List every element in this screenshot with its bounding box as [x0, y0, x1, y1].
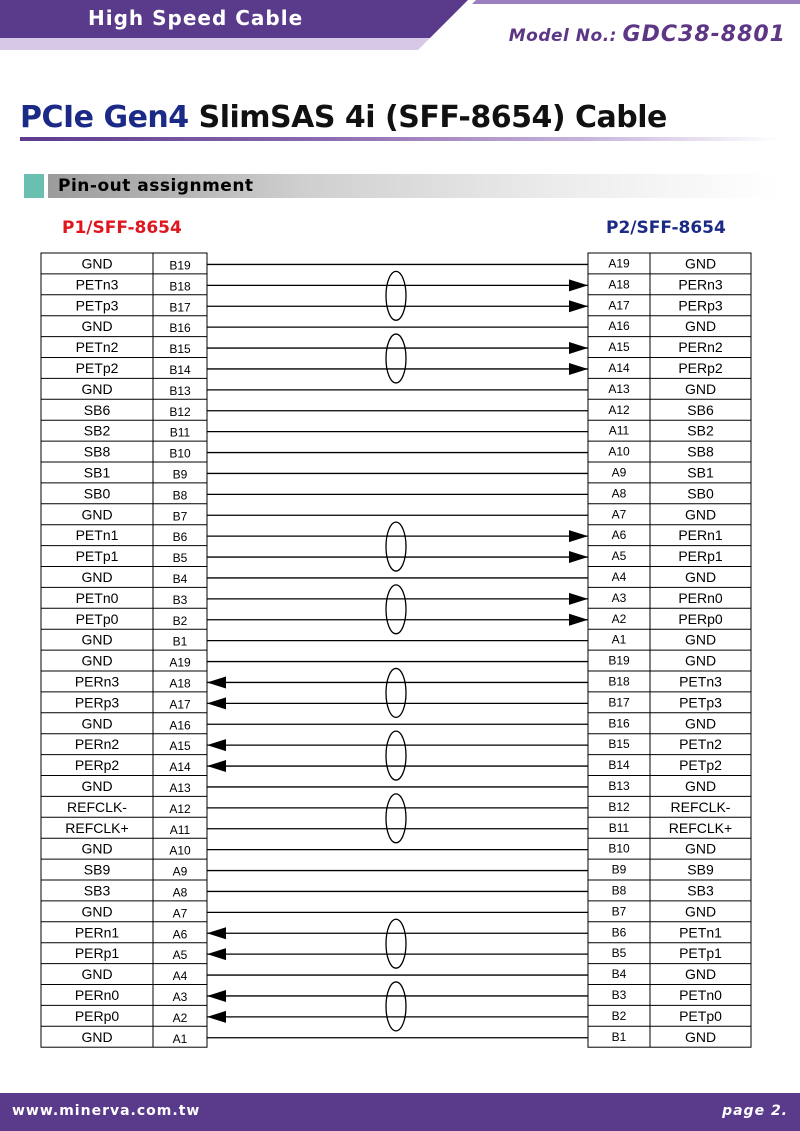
- p1-signal: GND: [81, 903, 113, 920]
- p2-pin: A6: [611, 528, 627, 543]
- p1-signal: GND: [81, 568, 113, 585]
- p1-signal: PETp0: [75, 610, 119, 627]
- arrow-right-icon: [569, 342, 588, 354]
- p1-pin: A9: [172, 864, 188, 879]
- p2-pin: A11: [608, 423, 630, 438]
- p1-pin: B7: [172, 509, 188, 524]
- p1-signal: GND: [81, 506, 113, 523]
- arrow-right-icon: [569, 614, 588, 626]
- p1-pin: A8: [172, 885, 188, 900]
- p2-signal: GND: [684, 506, 717, 523]
- p2-pin: A18: [608, 277, 630, 292]
- arrow-left-icon: [207, 760, 226, 772]
- p2-signal: SB6: [687, 401, 714, 418]
- p1-signal: PETp2: [75, 359, 119, 376]
- p1-signal: PERn3: [74, 673, 120, 690]
- p1-pin: B5: [172, 551, 188, 566]
- page-title-part2: SlimSAS 4i (SFF-8654) Cable: [198, 100, 667, 135]
- p2-signal: SB1: [687, 464, 714, 481]
- p1-signal: GND: [81, 840, 113, 857]
- twisted-pair-icon: [386, 585, 406, 634]
- p2-pin: B18: [608, 674, 630, 689]
- p2-signal: PETp0: [679, 1007, 722, 1024]
- p1-signal: PETn3: [75, 276, 119, 293]
- p1-signal: PERn1: [74, 924, 120, 941]
- p2-pin: B7: [611, 904, 627, 919]
- p2-pin: A5: [611, 549, 627, 564]
- p1-pin: A17: [169, 697, 191, 712]
- p1-connector-label: P1/SFF-8654: [62, 218, 182, 238]
- p2-pin: B11: [608, 820, 630, 835]
- p1-pin: A2: [172, 1010, 188, 1025]
- p1-pin: B15: [169, 342, 191, 357]
- arrow-left-icon: [207, 948, 226, 960]
- p2-pin: B1: [611, 1029, 627, 1044]
- p1-pin: A1: [172, 1031, 188, 1046]
- p2-pin: A8: [611, 486, 627, 501]
- p2-signal: GND: [684, 568, 717, 585]
- p1-pin: A15: [169, 739, 191, 754]
- p1-signal: GND: [81, 652, 113, 669]
- p2-signal: PERn0: [678, 589, 723, 606]
- p1-signal: SB8: [83, 443, 111, 460]
- p2-pin: B5: [611, 946, 627, 961]
- twisted-pair-icon: [386, 522, 406, 571]
- twisted-pair-icon: [386, 794, 406, 843]
- p2-pin: B17: [608, 695, 630, 710]
- p1-pin: B16: [169, 321, 191, 336]
- p1-signal: PERp0: [74, 1007, 120, 1024]
- header-category: High Speed Cable: [88, 6, 304, 30]
- p1-signal: GND: [81, 1028, 113, 1045]
- p2-signal: GND: [684, 380, 717, 397]
- arrow-left-icon: [207, 1011, 226, 1023]
- p2-pin: A2: [611, 611, 627, 626]
- p1-signal: REFCLK-: [67, 798, 127, 815]
- p2-signal: REFCLK+: [668, 819, 733, 836]
- p2-pin: B16: [608, 716, 630, 731]
- p2-signal: PETn3: [679, 673, 722, 690]
- p2-signal: PERp3: [678, 297, 723, 314]
- p1-pin: A19: [169, 655, 191, 670]
- arrow-right-icon: [569, 300, 588, 312]
- p2-signal: GND: [684, 715, 717, 732]
- p2-pin: B3: [611, 987, 627, 1002]
- arrow-right-icon: [569, 551, 588, 563]
- p1-pin: B18: [169, 279, 191, 294]
- p2-signal: GND: [684, 652, 717, 669]
- p2-pin: A1: [611, 632, 627, 647]
- p2-pin: A19: [608, 256, 630, 271]
- p2-signal: GND: [684, 840, 717, 857]
- p2-pin: B15: [608, 737, 630, 752]
- p2-signal: PETp3: [679, 694, 722, 711]
- p1-pin: B12: [169, 404, 191, 419]
- p2-signal: GND: [684, 903, 717, 920]
- p1-signal: REFCLK+: [65, 819, 129, 836]
- p2-pin: B19: [608, 653, 630, 668]
- p2-signal: GND: [684, 777, 717, 794]
- page-title-part1: PCIe Gen4: [20, 100, 189, 135]
- p1-signal: PETp1: [75, 548, 119, 565]
- model-value: GDC38-8801: [622, 22, 786, 47]
- p1-pin: A18: [169, 676, 191, 691]
- p2-connector-label: P2/SFF-8654: [606, 218, 726, 238]
- p1-signal: PETn0: [75, 589, 119, 606]
- p1-pin: B11: [169, 425, 191, 440]
- p1-signal: SB1: [83, 464, 111, 481]
- p2-signal: GND: [684, 318, 717, 335]
- p1-pin: A6: [172, 927, 188, 942]
- p1-pin: A3: [172, 989, 188, 1004]
- p2-pin: A10: [608, 444, 630, 459]
- twisted-pair-icon: [386, 271, 406, 320]
- p1-pin: B6: [172, 530, 188, 545]
- p1-signal: SB0: [83, 485, 111, 502]
- p1-pin: B9: [172, 467, 188, 482]
- p1-signal: SB9: [83, 861, 111, 878]
- p1-pin: B13: [169, 383, 191, 398]
- twisted-pair-icon: [386, 334, 406, 383]
- p1-signal: SB3: [83, 882, 111, 899]
- p1-signal: PETn2: [75, 339, 119, 356]
- p1-signal: GND: [81, 966, 113, 983]
- p1-pin: B4: [172, 571, 188, 586]
- twisted-pair-icon: [386, 668, 406, 717]
- p2-signal: SB0: [687, 485, 714, 502]
- p1-signal: PETp3: [75, 297, 119, 314]
- p1-pin: B2: [172, 613, 188, 628]
- arrow-right-icon: [569, 593, 588, 605]
- p2-pin: B10: [608, 841, 630, 856]
- p1-signal: PERp1: [74, 945, 120, 962]
- p1-signal: PERn0: [74, 986, 120, 1003]
- arrow-left-icon: [207, 927, 226, 939]
- p2-pin: B9: [611, 862, 627, 877]
- p2-signal: PERn2: [678, 339, 723, 356]
- p1-pin: A12: [169, 801, 191, 816]
- p1-pin: A14: [169, 760, 191, 775]
- p2-pin: A7: [611, 507, 627, 522]
- p1-signal: GND: [81, 380, 113, 397]
- arrow-right-icon: [569, 530, 588, 542]
- p1-pin: A7: [172, 906, 188, 921]
- p2-pin: A12: [608, 402, 630, 417]
- p2-pin: B12: [608, 799, 630, 814]
- p1-pin: A4: [172, 969, 188, 984]
- arrow-right-icon: [569, 363, 588, 375]
- p2-pin: A17: [608, 298, 630, 313]
- p2-signal: SB3: [687, 882, 714, 899]
- p1-pin: B19: [169, 258, 191, 273]
- p2-pin: B6: [611, 925, 627, 940]
- p1-signal: GND: [81, 715, 113, 732]
- p1-pin: B17: [169, 300, 191, 315]
- p2-signal: GND: [684, 1028, 717, 1045]
- p1-pin: B1: [172, 634, 188, 649]
- p2-signal: PETp1: [679, 945, 722, 962]
- twisted-pair-icon: [386, 982, 406, 1031]
- p1-signal: GND: [81, 318, 113, 335]
- p2-signal: GND: [684, 631, 717, 648]
- p2-signal: GND: [684, 255, 717, 272]
- p1-pin: A11: [169, 822, 191, 837]
- p2-pin: A9: [611, 465, 627, 480]
- p1-pin: B14: [169, 362, 191, 377]
- p1-signal: PERp3: [74, 694, 120, 711]
- arrow-left-icon: [207, 990, 226, 1002]
- arrow-left-icon: [207, 739, 226, 751]
- p2-pin: A4: [611, 569, 627, 584]
- footer-url: www.minerva.com.tw: [12, 1103, 201, 1119]
- arrow-right-icon: [569, 279, 588, 291]
- p2-signal: GND: [684, 966, 717, 983]
- p2-pin: B4: [611, 967, 627, 982]
- p1-pin: B3: [172, 592, 188, 607]
- p1-pin: A10: [169, 843, 191, 858]
- p2-signal: SB2: [687, 422, 714, 439]
- p2-signal: PETn1: [679, 924, 722, 941]
- p1-signal: SB2: [83, 422, 111, 439]
- p1-signal: GND: [81, 631, 113, 648]
- p1-pin: B8: [172, 488, 188, 503]
- p1-signal: GND: [81, 255, 113, 272]
- p2-signal: PERn1: [678, 527, 723, 544]
- page-number: page 2.: [722, 1103, 788, 1119]
- p1-signal: PETn1: [75, 527, 119, 544]
- p2-signal: PETp2: [679, 757, 722, 774]
- p2-signal: PETn2: [679, 736, 722, 753]
- p1-pin: A13: [169, 780, 191, 795]
- p2-pin: B2: [611, 1008, 627, 1023]
- p2-pin: A15: [608, 340, 630, 355]
- arrow-left-icon: [207, 697, 226, 709]
- p2-signal: PETn0: [679, 986, 722, 1003]
- p2-signal: SB8: [687, 443, 714, 460]
- p2-pin: A3: [611, 590, 627, 605]
- p2-pin: B8: [611, 883, 627, 898]
- p2-signal: PERp0: [678, 610, 723, 627]
- arrow-left-icon: [207, 676, 226, 688]
- p1-signal: PERp2: [74, 757, 120, 774]
- p2-signal: PERp1: [678, 548, 723, 565]
- p2-signal: PERp2: [678, 359, 723, 376]
- p1-pin: B10: [169, 446, 191, 461]
- p2-pin: B14: [608, 758, 630, 773]
- p1-signal: SB6: [83, 401, 111, 418]
- p2-pin: B13: [608, 778, 630, 793]
- p2-signal: REFCLK-: [670, 798, 731, 815]
- section-title: Pin-out assignment: [58, 176, 254, 196]
- model-label: Model No.:: [508, 26, 617, 46]
- p2-pin: A13: [608, 381, 630, 396]
- p2-pin: A16: [608, 319, 630, 334]
- p1-pin: A16: [169, 718, 191, 733]
- p2-signal: SB9: [687, 861, 714, 878]
- p2-signal: PERn3: [678, 276, 723, 293]
- twisted-pair-icon: [386, 919, 406, 968]
- p1-pin: A5: [172, 948, 188, 963]
- p2-pin: A14: [608, 360, 630, 375]
- p1-signal: PERn2: [74, 736, 120, 753]
- twisted-pair-icon: [386, 731, 406, 780]
- p1-signal: GND: [81, 777, 113, 794]
